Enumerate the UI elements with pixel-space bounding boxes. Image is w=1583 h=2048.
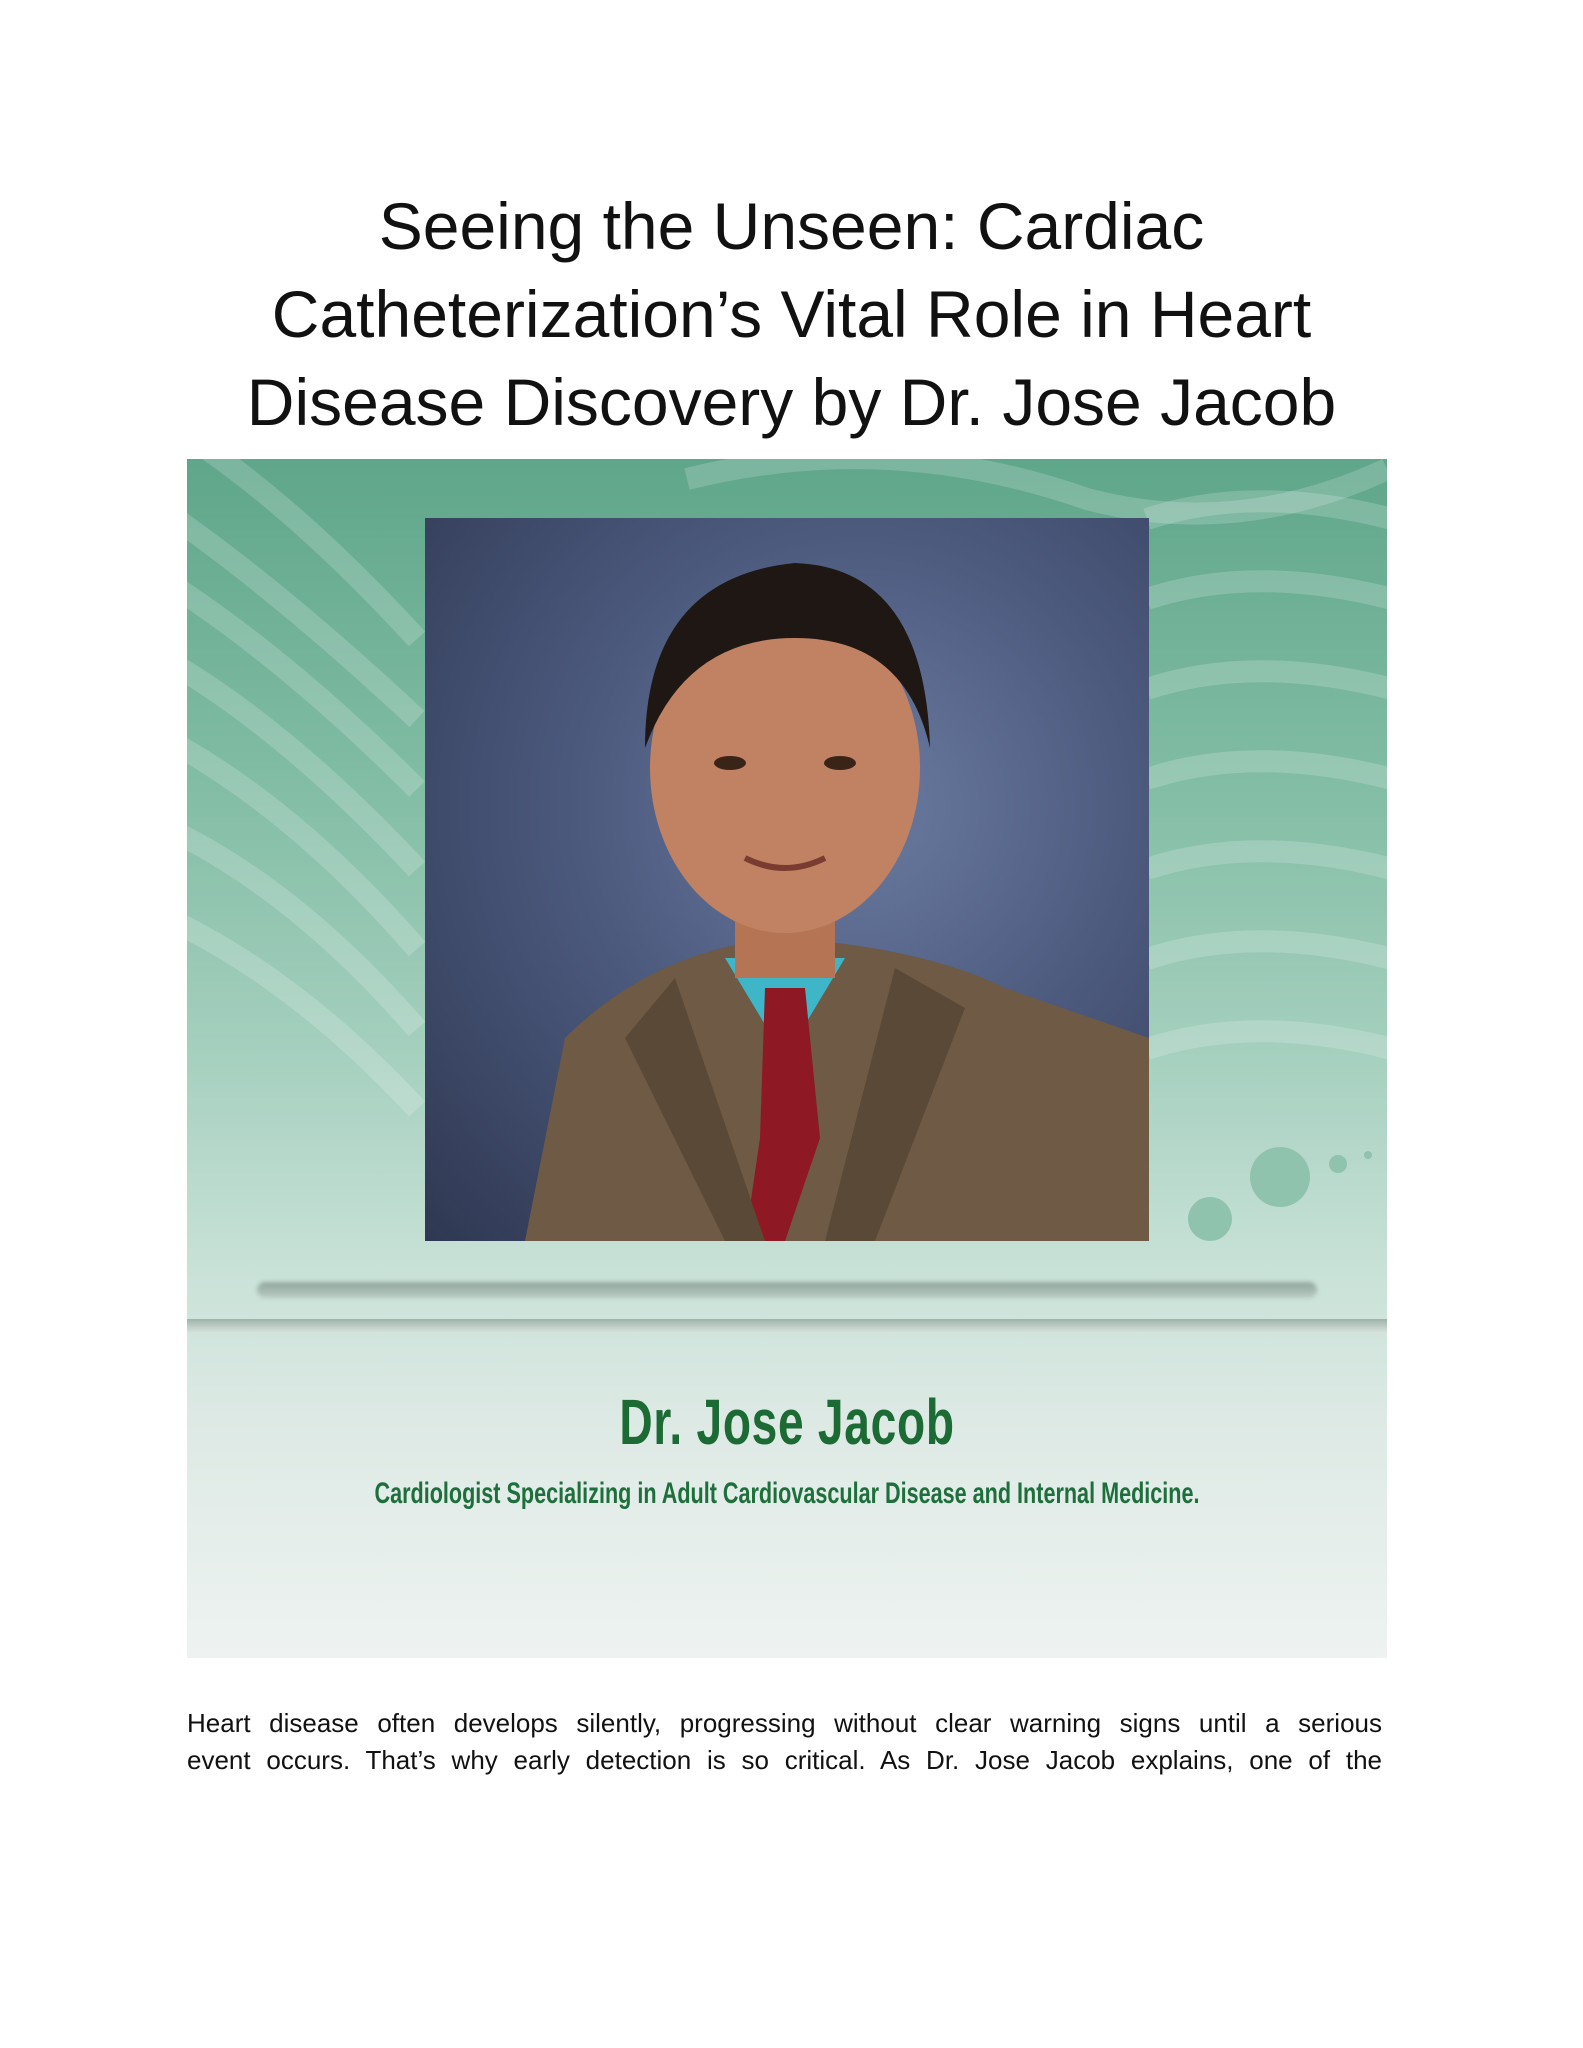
decorative-circle	[1188, 1197, 1232, 1241]
title-line: Seeing the Unseen: Cardiac	[378, 189, 1205, 263]
doctor-portrait-photo	[425, 518, 1149, 1241]
doctor-banner-image	[187, 459, 1387, 1658]
decorative-circle	[1329, 1155, 1347, 1173]
body-line: Heart disease often develops silently, progressing without clear warning signs until a serious	[187, 1708, 1382, 1738]
article-body	[187, 1705, 1382, 1779]
shelf-shadow	[257, 1282, 1317, 1298]
decorative-circle	[1364, 1151, 1372, 1159]
article-title	[0, 182, 1583, 446]
doctor-name: Dr. Jose Jacob	[619, 1386, 955, 1458]
title-line: Catheterization’s Vital Role in Heart	[271, 277, 1312, 351]
portrait-illustration	[425, 518, 1149, 1241]
decorative-circle	[1250, 1147, 1310, 1207]
separator-bar	[187, 1319, 1387, 1333]
body-line: event occurs. That’s why early detection is so critical. As Dr. Jose Jacob explains, one of the	[187, 1745, 1382, 1775]
doctor-specialty: Cardiologist Specializing in Adult Cardiovascular Disease and Internal Medicine.	[374, 1477, 1200, 1510]
title-line: Disease Discovery by Dr. Jose Jacob	[246, 365, 1337, 439]
